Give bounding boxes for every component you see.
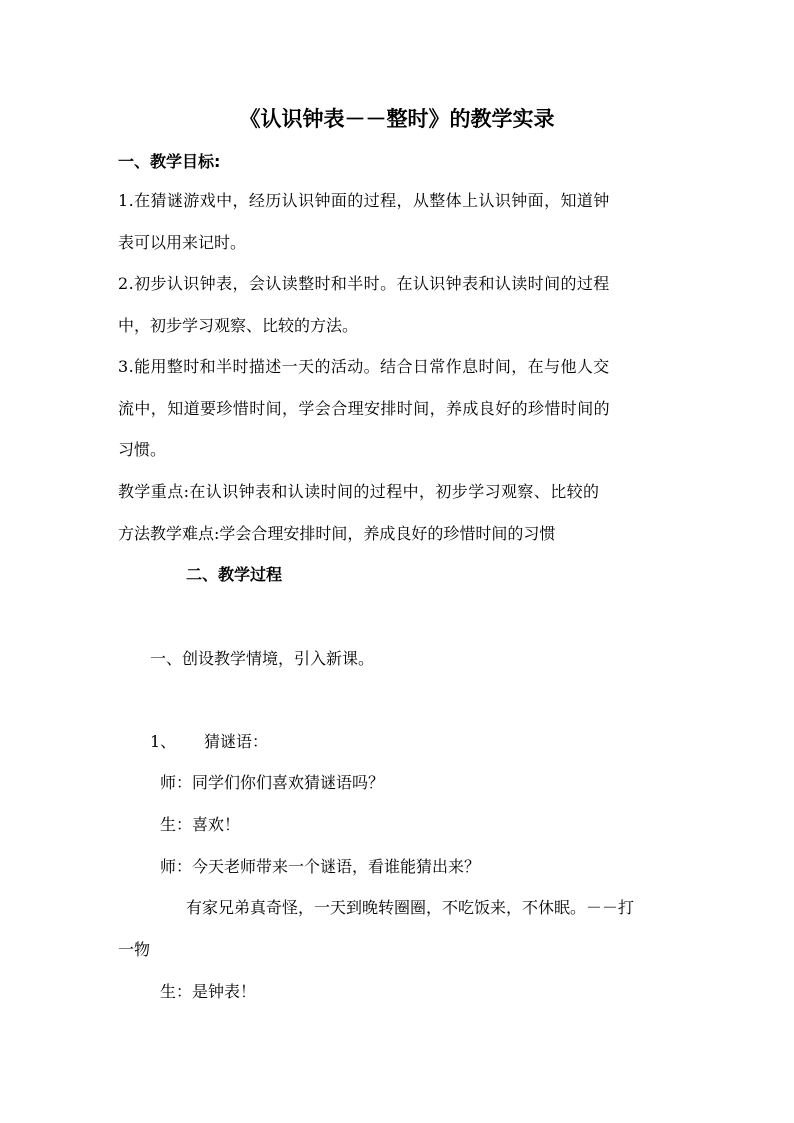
goal-1-line-2: 表可以用来记时。 [118, 233, 247, 252]
key-points-line-2: 方法教学难点:学会合理安排时间，养成良好的珍惜时间的习惯 [118, 524, 556, 543]
answer-line: 生：是钟表！ [160, 982, 257, 1001]
key-points-line-1: 教学重点:在认识钟表和认读时间的过程中，初步学习观察、比较的 [118, 482, 600, 501]
goal-3-line-3: 习惯。 [118, 440, 167, 459]
section-heading-teaching-goals: 一、教学目标: [118, 152, 221, 171]
riddle-number: 1、 [150, 732, 177, 751]
section-heading-teaching-process: 二、教学过程 [186, 565, 283, 584]
riddle-text-line-2: 一物 [118, 940, 151, 959]
dialogue-line-2: 生：喜欢！ [160, 815, 241, 834]
goal-3-line-1: 3.能用整时和半时描述一天的活动。结合日常作息时间，在与他人交 [118, 357, 610, 376]
goal-2-line-1: 2.初步认识钟表，会认读整时和半时。在认识钟表和认读时间的过程 [118, 274, 610, 293]
step-1-heading: 一、创设教学情境，引入新课。 [150, 649, 375, 668]
dialogue-line-3: 师：今天老师带来一个谜语，看谁能猜出来？ [160, 857, 481, 876]
riddle-text-line-1: 有家兄弟真奇怪，一天到晚转圈圈，不吃饭来，不休眠。－－打 [186, 898, 635, 917]
goal-3-line-2: 流中，知道要珍惜时间，学会合理安排时间，养成良好的珍惜时间的 [118, 399, 611, 418]
dialogue-line-1: 师：同学们你们喜欢猜谜语吗？ [160, 773, 385, 792]
goal-1-line-1: 1.在猜谜游戏中，经历认识钟面的过程，从整体上认识钟面，知道钟 [118, 191, 610, 210]
document-title: 《认识钟表－－整时》的教学实录 [239, 107, 555, 131]
riddle-label: 猜谜语： [204, 732, 269, 751]
goal-2-line-2: 中，初步学习观察、比较的方法。 [118, 316, 359, 335]
